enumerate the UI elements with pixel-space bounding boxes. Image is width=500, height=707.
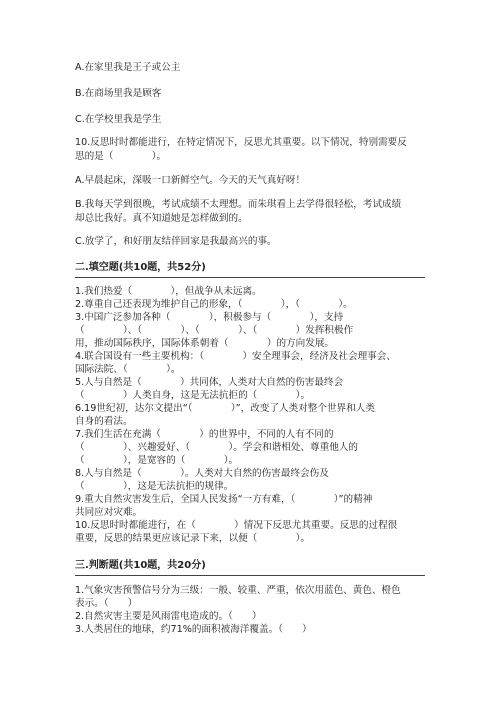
fill-line: 7.我们生活在充满（ ）的世界中，不同的人有不同的 <box>75 429 334 440</box>
fill-line: 6.19世纪初，达尔文提出“（ ）”，改变了人类对整个世界和人类 <box>75 403 375 414</box>
judge-line: 1.气象灾害预警信号分为三级：一般、较重、严重，依次用蓝色、黄色、橙色 <box>75 585 401 596</box>
fill-line: （ ），这是无法抗拒的规律。 <box>75 481 234 492</box>
question-10-stem-line-1: 10.反思时时都能进行，在特定情况下，反思尤其重要。以下情况，特别需要反 <box>75 137 407 148</box>
section-3-divider <box>75 575 425 576</box>
q10-option-a: A.早晨起床，深吸一口新鲜空气。今天的天气真好呀！ <box>75 175 306 186</box>
fill-line: 3.中国广泛参加各种（ ），积极参与（ ），支持 <box>75 312 344 323</box>
option-b: B.在商场里我是顾客 <box>75 88 162 99</box>
fill-line: 共同应对灾难。 <box>75 507 143 518</box>
q10-option-b-line-2: 却总比我好。真不知道她是怎样做到的。 <box>75 213 248 224</box>
q10-option-b-line-1: B.我每天学到很晚，考试成绩不太理想。而朱琪看上去学得很轻松，考试成绩 <box>75 199 402 210</box>
section-2-heading: 二.填空题(共10题，共52分) <box>75 262 206 273</box>
fill-line: 5.人与自然是（ ）共同体，人类对大自然的伤害最终会 <box>75 377 344 388</box>
option-c: C.在学校里我是学生 <box>75 114 162 125</box>
fill-line: 国际法院、（ ）。 <box>75 364 181 375</box>
fill-line: （ ）人类自身，这是无法抗拒的（ ）。 <box>75 390 311 401</box>
fill-line: （ ），是宽容的（ ）。 <box>75 455 239 466</box>
section-3-heading: 三.判断题(共10题，共20分) <box>75 560 206 571</box>
fill-line: 8.人与自然是（ ）。人类对大自然的伤害最终会伤及 <box>75 468 329 479</box>
q10-option-c: C.放学了，和好朋友结伴回家是我最高兴的事。 <box>75 236 277 247</box>
fill-line: （ ）、兴趣爱好、（ ）。学会和谐相处、尊重他人的 <box>75 442 359 453</box>
fill-line: 用，推动国际秩序，国际体系朝着（ ）的方向发展。 <box>75 338 335 349</box>
fill-line: 自身的看法。 <box>75 416 133 427</box>
fill-line: 1.我们热爱（ ），但战争从未远离。 <box>75 286 262 297</box>
fill-line: 9.重大自然灾害发生后，全国人民发扬“一方有难，（ ）”的精神 <box>75 494 373 505</box>
judge-line: 3.人类居住的地球，约71%的面积被海洋覆盖。（ ） <box>75 624 312 635</box>
option-a: A.在家里我是王子或公主 <box>75 62 181 73</box>
fill-line: 2.尊重自己还表现为维护自己的形象，（ ），（ ）。 <box>75 299 353 310</box>
section-2-divider <box>75 277 425 278</box>
judge-line: 2.自然灾害主要是风雨雷电造成的。（ ） <box>75 611 262 622</box>
fill-line: 4.联合国设有一些主要机构：（ ）安全理事会，经济及社会理事会、 <box>75 351 396 362</box>
question-10-stem-line-2: 思的是（ ）。 <box>75 151 167 162</box>
fill-line: 10.反思时时都能进行，在（ ）情况下反思尤其重要。反思的过程很 <box>75 520 398 531</box>
fill-line: 重要，反思的结果更应该记录下来，以便（ ）。 <box>75 533 311 544</box>
judge-line: 表示。（ ） <box>75 598 138 609</box>
fill-line: （ ）、（ ）、（ ）、（ ）发挥积极作 <box>75 325 354 336</box>
